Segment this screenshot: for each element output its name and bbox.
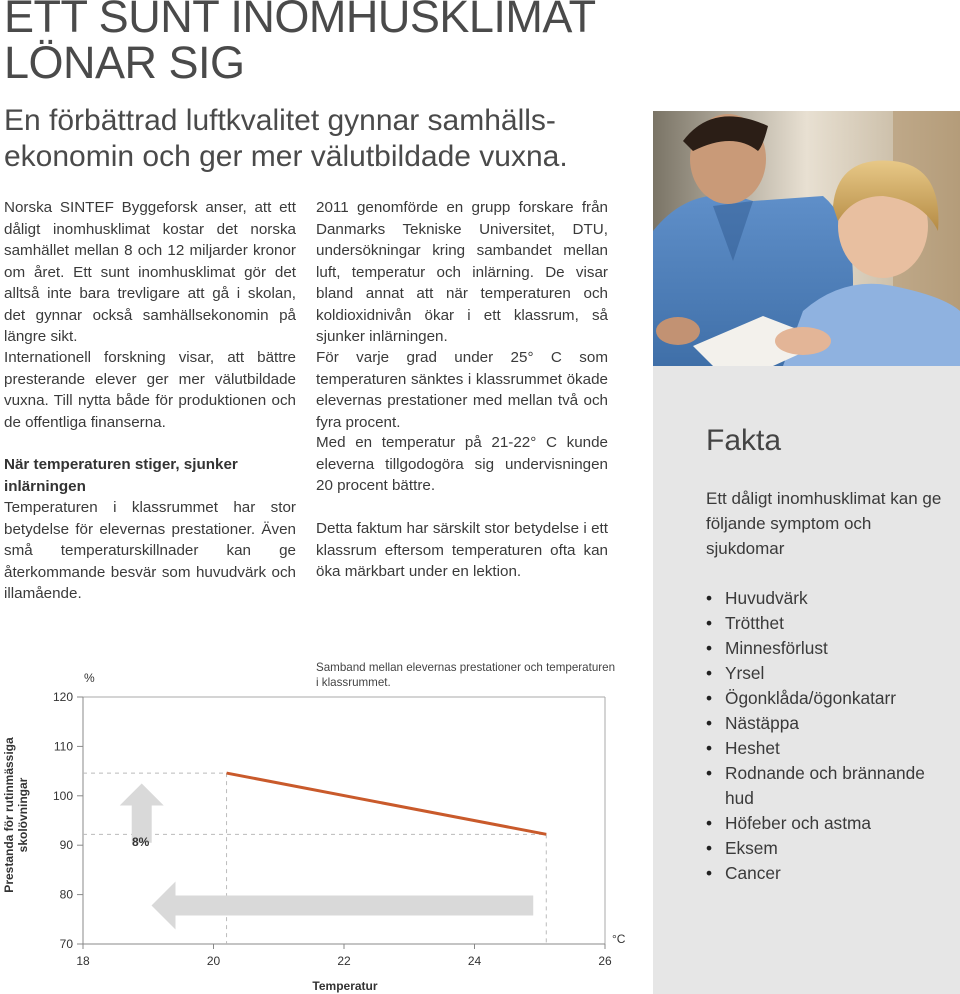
list-item: • Heshet (706, 736, 946, 761)
list-item: • Höfeber och astma (706, 811, 946, 836)
list-item: • Trötthet (706, 611, 946, 636)
col1-heading: När temperaturen stiger, sjunker inlärningen (4, 456, 238, 495)
list-item: • Yrsel (706, 661, 946, 686)
title-line-1: ETT SUNT INOMHUSKLIMAT (4, 0, 596, 42)
trend-line (227, 773, 547, 834)
col1-paragraph-2: Internationell forskning visar, att bättre presterande elever ger mer välutbildade vuxna. Till nytta både för produktionen och de offentliga finanserna. (4, 349, 296, 431)
performance-temperature-chart (0, 650, 650, 994)
y-tick-label: 110 (53, 739, 73, 754)
list-item: • Nästäppa (706, 711, 946, 736)
list-item: • Eksem (706, 836, 946, 861)
col1-paragraph-3: Temperaturen i klassrummet har stor betydelse för elevernas prestationer. Även små temperaturskillnader kan ge återkommande besvär som huvudvärk och illamående. (4, 499, 296, 602)
list-item: • Huvudvärk (706, 586, 946, 611)
chart-caption: Samband mellan elevernas prestationer och temperaturen i klassrummet. (316, 661, 616, 689)
y-tick-label: 120 (52, 690, 73, 704)
fakta-box (653, 366, 960, 994)
chart-series (227, 773, 547, 834)
subtitle-line-2: ekonomin och ger mer välutbildade vuxna. (4, 140, 568, 173)
left-arrow-icon (152, 881, 534, 929)
fakta-intro: Ett dåligt inomhusklimat kan ge följande symptom och sjukdomar (706, 489, 942, 558)
chart-arrows (120, 783, 533, 929)
y-tick-label: 90 (59, 838, 73, 853)
y-axis-title-line-2: skolövningar (16, 777, 30, 853)
col2-paragraph-4: Detta faktum har särskilt stor betydelse i ett klassrum eftersom temperaturen ofta kan öka märkbart under en lektion. (316, 520, 608, 580)
subtitle-line-1: En förbättrad luftkvalitet gynnar samhälls- (4, 104, 556, 137)
title-line-2: LÖNAR SIG (4, 37, 245, 88)
y-tick-label: 70 (59, 937, 73, 951)
list-item: • Ögonklåda/ögonkatarr (706, 686, 946, 711)
x-unit-label: °C (612, 932, 626, 946)
page-title (4, 0, 596, 86)
y-tick-label: 100 (52, 788, 73, 803)
improvement-annotation: 8% (132, 835, 150, 849)
page-subtitle (4, 103, 604, 175)
y-tick-label: 80 (59, 887, 73, 902)
fakta-list (706, 586, 946, 886)
x-tick-label: 22 (337, 954, 351, 968)
y-unit-label: % (84, 671, 95, 685)
col2-paragraph-3: Med en temperatur på 21-22° C kunde eleverna tillgodogöra sig undervisningen 20 procent bättre. (316, 434, 608, 494)
col1-paragraph-1: Norska SINTEF Byggeforsk anser, att ett dåligt inomhusklimat kostar det norska samhället mellan 8 och 12 miljarder kronor om året. Ett sunt inomhusklimat gör det alltså inte bara trevligare att gå i skolan, det gynnar också samhällsekonomin på längre sikt. (4, 199, 296, 345)
teacher-student-photo (653, 111, 960, 366)
col2-paragraph-2: För varje grad under 25° C som temperaturen sänktes i klassrummet ökade elevernas prestationer med mellan två och fyra procent. (316, 349, 608, 431)
y-axis-title-line-1: Prestanda för rutinmässiga (2, 737, 16, 893)
list-item: • Cancer (706, 861, 946, 886)
photo-illustration (653, 111, 960, 366)
x-axis-title: Temperatur (312, 979, 378, 993)
fakta-title: Fakta (706, 424, 782, 457)
x-tick-label: 20 (206, 954, 221, 968)
x-tick-label: 26 (598, 954, 612, 968)
col2-paragraph-1: 2011 genomförde en grupp forskare från Danmarks Tekniske Universitet, DTU, undersökningar kring sambandet mellan luft, temperatur och inlärning. De visar bland annat att när temperaturen och koldioxidnivån ökar i ett klassrum, så sjunker inlärningen. (316, 199, 608, 345)
list-item: • Rodnande och brännande hud (706, 761, 946, 811)
x-tick-label: 18 (76, 954, 90, 968)
list-item: • Minnesförlust (706, 636, 946, 661)
x-tick-label: 24 (467, 954, 482, 968)
